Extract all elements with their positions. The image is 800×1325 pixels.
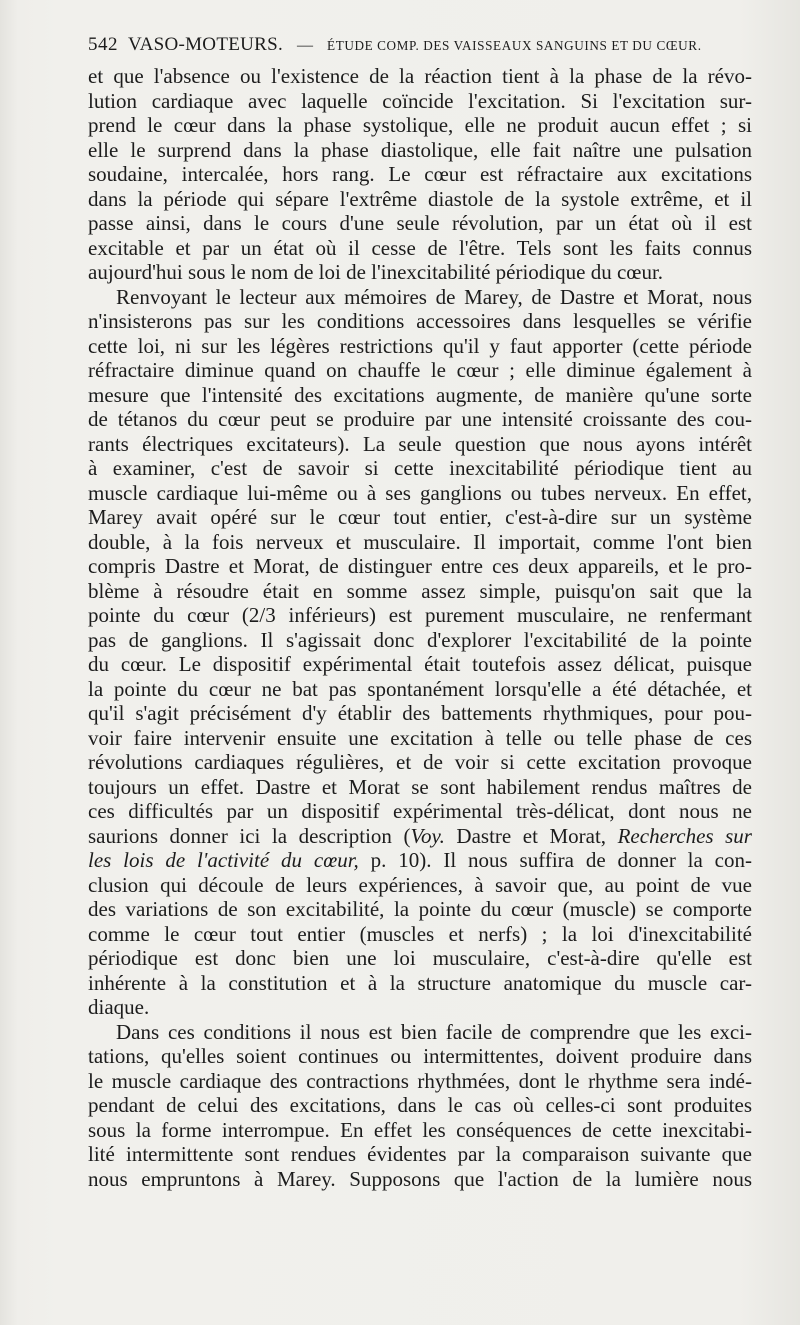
text-line: rants électriques excitateurs). La seule question que nous ayons intérêt [88, 431, 752, 456]
text-line: le muscle cardiaque des contractions rhythmées, dont le rhythme sera indé- [88, 1068, 752, 1093]
paragraph-3 [88, 1020, 752, 1192]
text-line: compris Dastre et Morat, de distinguer entre ces deux appareils, et le pro- [88, 554, 752, 578]
text-line: nous empruntons à Marey. Supposons que l'action de la lumière nous [88, 1166, 752, 1191]
text-line: à examiner, c'est de savoir si cette inexcitabilité périodique tient au [88, 456, 752, 480]
text-line: réfractaire diminue quand on chauffe le cœur ; elle diminue également à [88, 358, 752, 382]
text-line: de tétanos du cœur peut se produire par une intensité croissante des cou- [88, 407, 752, 431]
text-line: Dans ces conditions il nous est bien facile de comprendre que les exci- [116, 1019, 752, 1044]
running-header [88, 34, 758, 56]
text-line: du cœur. Le dispositif expérimental était toutefois assez délicat, puisque [88, 652, 752, 676]
text-line: qu'il s'agit précisément d'y établir des battements rhythmiques, pour pou- [88, 701, 752, 725]
text-line: soudaine, intercalée, hors rang. Le cœur est réfractaire aux excitations [88, 162, 752, 186]
text-line: prend le cœur dans la phase systolique, elle ne produit aucun effet ; si [88, 113, 752, 137]
text-line: pendant de celui des excitations, dans le cas où celles-ci sont produites [88, 1093, 752, 1117]
page-number: 542 [88, 34, 118, 55]
text-line: la pointe du cœur ne bat pas spontanément lorsqu'elle a été détachée, et [88, 676, 752, 701]
body-text [88, 64, 752, 1191]
running-subtitle: ÉTUDE COMP. DES VAISSEAUX SANGUINS ET DU CŒUR. [327, 38, 702, 53]
citation-voy: Voy. [410, 823, 445, 848]
text-line: Renvoyant le lecteur aux mémoires de Marey, de Dastre et Morat, nous [116, 284, 752, 309]
text-line: périodique est donc bien une loi musculaire, c'est-à-dire qu'elle est [88, 946, 752, 970]
citation-authors: Dastre et Morat, [444, 823, 618, 848]
text-line: lution cardiaque avec laquelle coïncide l'excitation. Si l'excitation sur- [88, 88, 752, 113]
citation-title: Recherches sur [617, 823, 752, 848]
text-line: voir faire intervenir ensuite une excitation à telle ou telle phase de ces [88, 725, 752, 750]
text-line: muscle cardiaque lui-même ou à ses ganglions ou tubes nerveux. En effet, [88, 480, 752, 505]
text-line: toujours un effet. Dastre et Morat se sont habilement rendus maîtres de [88, 774, 752, 799]
citation-line [88, 824, 752, 849]
text-line: et que l'absence ou l'existence de la réaction tient à la phase de la révo- [88, 64, 752, 88]
citation-text: saurions donner ici la description ( [88, 823, 411, 848]
text-line: révolutions cardiaques régulières, et de voir si cette excitation provoque [88, 750, 752, 774]
text-line: passe ainsi, dans le cours d'une seule révolution, par un état où il est [88, 211, 752, 235]
text-line: cette loi, ni sur les légères restrictions qu'il y faut apporter (cette période [88, 333, 752, 358]
text-line: comme le cœur tout entier (muscles et nerfs) ; la loi d'inexcitabilité [88, 921, 752, 946]
text-line: mesure que l'intensité des excitations augmente, de manière qu'une sorte [88, 382, 752, 407]
text-line: des variations de son excitabilité, la pointe du cœur (muscle) se comporte [88, 897, 752, 921]
citation-title: les lois de l'activité du cœur, [88, 848, 359, 872]
text-line: tations, qu'elles soient continues ou intermittentes, doivent produire dans [88, 1044, 752, 1068]
citation-text: p. 10). Il nous suffira de donner la con- [358, 848, 752, 872]
text-line: ces difficultés par un dispositif expérimental très-délicat, dont nous ne [88, 799, 752, 823]
text-line: inhérente à la constitution et à la structure anatomique du muscle car- [88, 970, 752, 995]
text-line: pointe du cœur (2/3 inférieurs) est purement musculaire, ne renfermant [88, 603, 752, 627]
text-line: dans la période qui sépare l'extrême diastole de la systole extrême, et il [88, 186, 752, 211]
text-line: blème à résoudre était en somme assez simple, puisqu'on sait que la [88, 578, 752, 603]
text-line: n'insisterons pas sur les conditions accessoires dans lesquelles se vérifie [88, 309, 752, 333]
text-line: Marey avait opéré sur le cœur tout entier, c'est-à-dire sur un système [88, 505, 752, 529]
text-line: lité intermittente sont rendues évidentes par la comparaison suivante que [88, 1142, 752, 1166]
text-line: aujourd'hui sous le nom de loi de l'inexcitabilité périodique du cœur. [88, 260, 664, 284]
header-dash: — [297, 37, 314, 54]
running-title: VASO-MOTEURS. [128, 34, 284, 55]
text-line: excitable et par un état où il cesse de l'être. Tels sont les faits connus [88, 235, 752, 260]
text-line: clusion qui découle de leurs expériences, à savoir que, au point de vue [88, 872, 752, 897]
paragraph-1 [88, 64, 752, 285]
text-line: sous la forme interrompue. En effet les conséquences de cette inexcitabi- [88, 1117, 752, 1142]
text-line: double, à la fois nerveux et musculaire. Il importait, comme l'ont bien [88, 529, 752, 554]
citation-line [88, 848, 752, 873]
text-line: diaque. [88, 995, 150, 1019]
text-line: elle le surprend dans la phase diastolique, elle fait naître une pulsation [88, 137, 752, 162]
text-line: pas de ganglions. Il s'agissait donc d'explorer l'excitabilité de la pointe [88, 627, 752, 652]
paragraph-2 [88, 285, 752, 1020]
